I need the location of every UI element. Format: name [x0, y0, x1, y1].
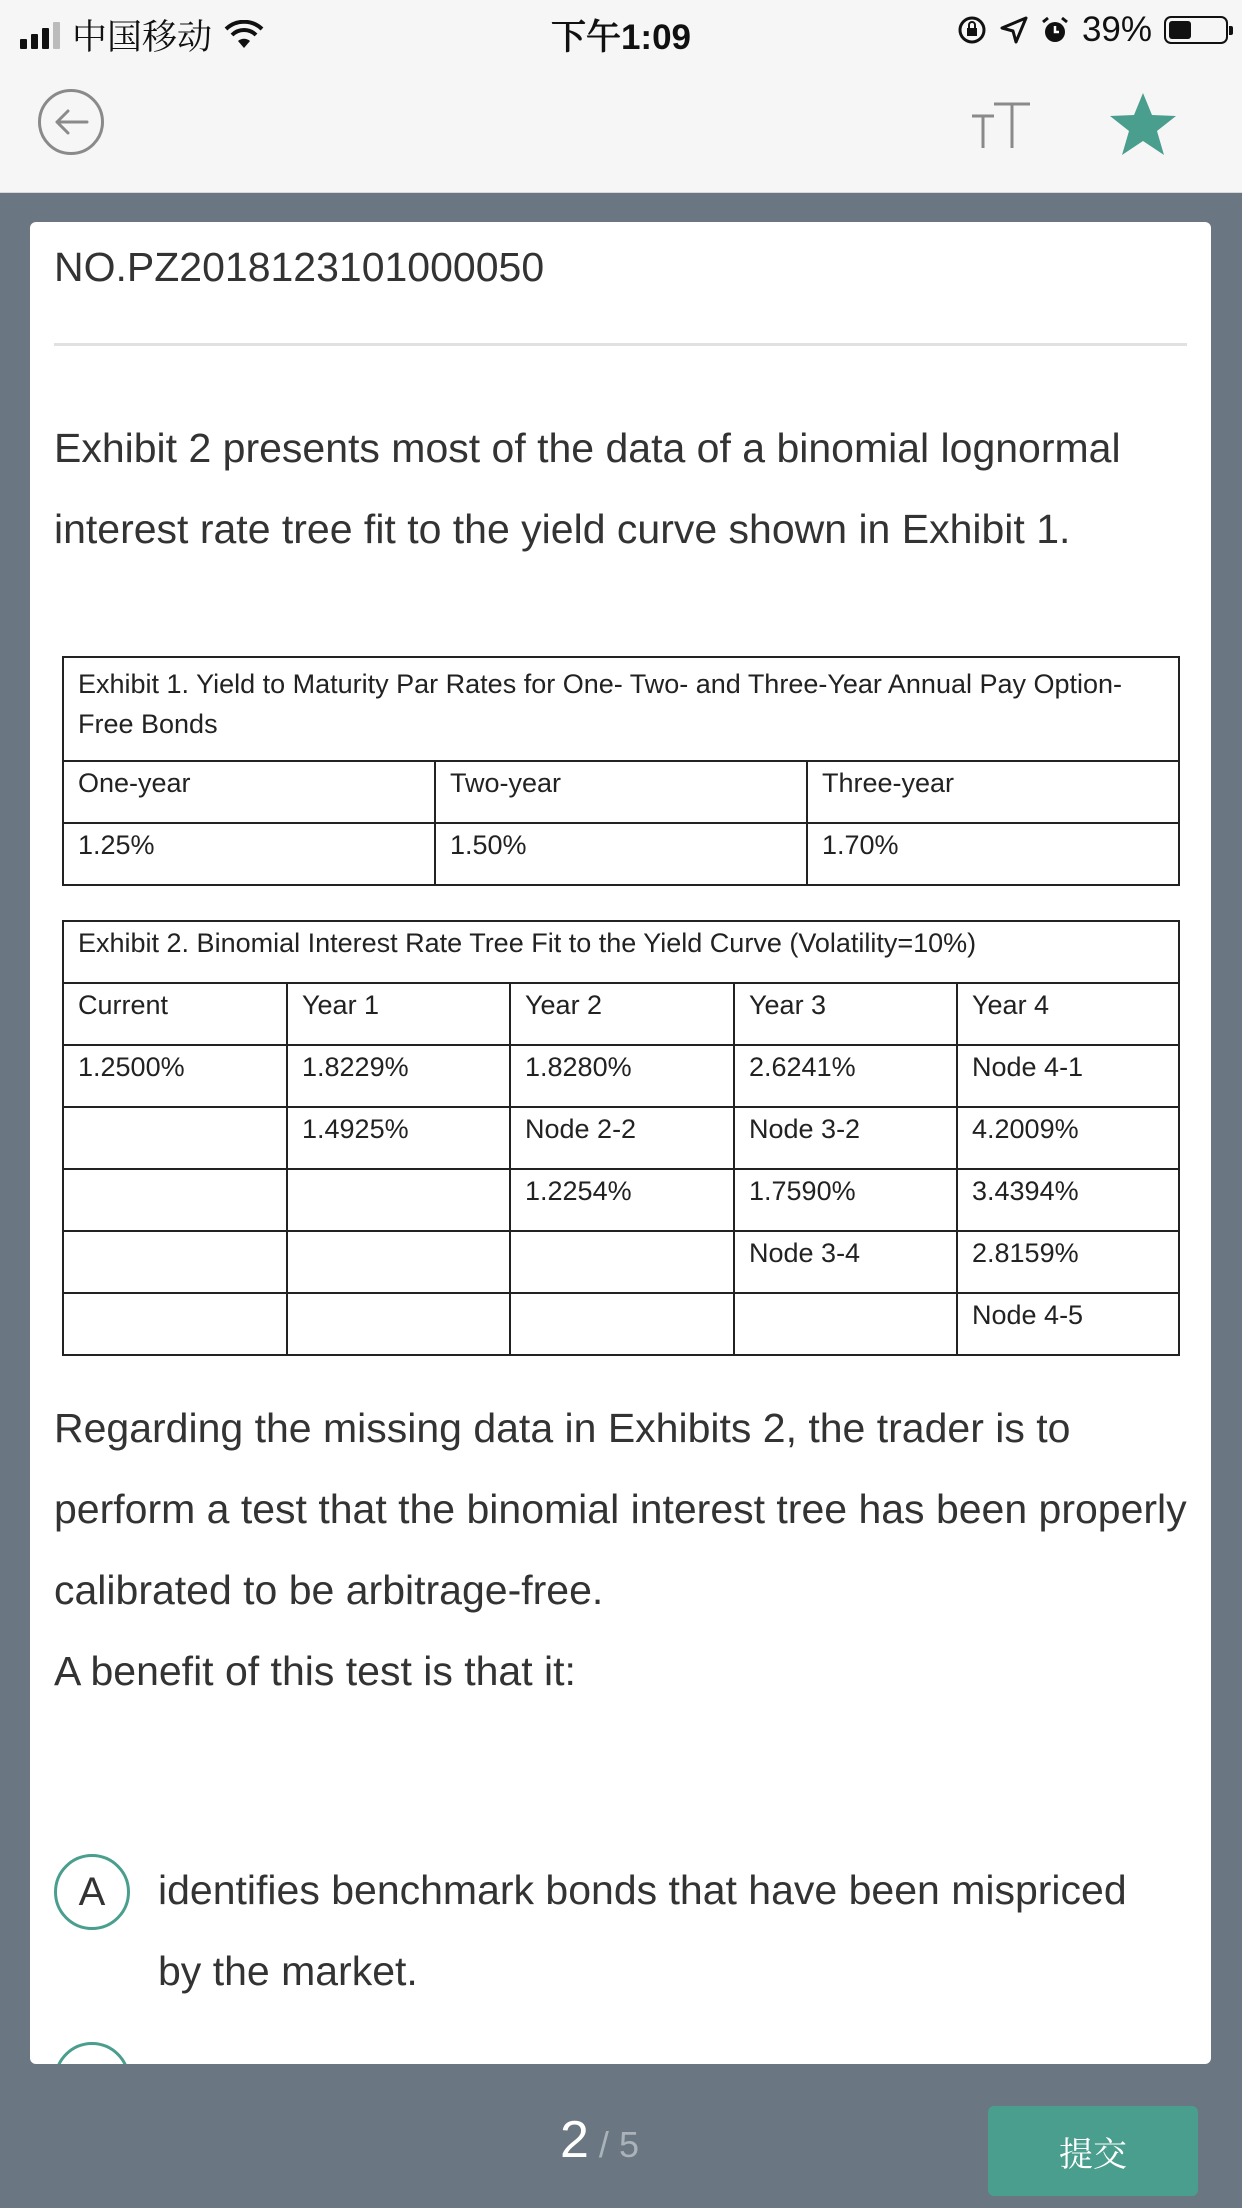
divider	[54, 343, 1187, 346]
pager-separator: /	[598, 2124, 609, 2165]
question-number: NO.PZ2018123101000050	[54, 244, 545, 290]
exhibit-2-cell: 2.6241%	[734, 1045, 957, 1107]
option-letter-circle: A	[54, 1854, 130, 1930]
carrier-label: 中国移动	[72, 18, 213, 57]
question-prompt: A benefit of this test is that it:	[54, 1648, 576, 1694]
exhibit-2-cell: 1.8280%	[510, 1045, 734, 1107]
alarm-icon	[1040, 15, 1070, 45]
exhibit-2-cell: 1.8229%	[287, 1045, 510, 1107]
exhibit-1-header: Two-year	[435, 761, 807, 823]
exhibit-2-cell: Node 4-1	[957, 1045, 1179, 1107]
back-arrow-icon	[53, 107, 89, 137]
exhibit-1-header: One-year	[63, 761, 435, 823]
exhibit-2-cell	[63, 1169, 287, 1231]
exhibit-2-cell	[63, 1293, 287, 1355]
option-text: identifies benchmark bonds that have been mispriced by the market.	[158, 1867, 1127, 1994]
back-button[interactable]	[38, 89, 104, 155]
location-icon	[1000, 16, 1028, 44]
exhibit-2-cell	[287, 1169, 510, 1231]
battery-icon	[1164, 16, 1228, 44]
exhibit-2-cell: Node 4-5	[957, 1293, 1179, 1355]
nav-bar	[0, 62, 1242, 193]
exhibit-1-table	[62, 656, 1180, 886]
status-time: 下午1:09	[550, 18, 692, 57]
exhibit-2-header: Year 3	[734, 983, 957, 1045]
exhibit-2-cell	[287, 1293, 510, 1355]
exhibit-1-title: Exhibit 1. Yield to Maturity Par Rates for One- Two- and Three-Year Annual Pay Option-Free Bonds	[63, 657, 1179, 761]
exhibit-2-cell: 3.4394%	[957, 1169, 1179, 1231]
exhibit-2-cell: 2.8159%	[957, 1231, 1179, 1293]
exhibit-2-cell: 1.2500%	[63, 1045, 287, 1107]
exhibit-2-cell	[63, 1231, 287, 1293]
exhibit-2-header: Year 1	[287, 983, 510, 1045]
exhibit-1-value: 1.50%	[435, 823, 807, 885]
exhibit-2-title: Exhibit 2. Binomial Interest Rate Tree Fit to the Yield Curve (Volatility=10%)	[63, 921, 1179, 983]
exhibit-1-value: 1.70%	[807, 823, 1179, 885]
exhibit-2-cell	[287, 1231, 510, 1293]
pager-total: 5	[618, 2124, 639, 2165]
star-icon[interactable]	[1108, 90, 1178, 160]
status-bar	[0, 0, 1242, 62]
exhibit-2-cell	[510, 1231, 734, 1293]
orientation-lock-icon	[956, 14, 988, 46]
pager-current: 2	[560, 2111, 589, 2169]
exhibit-2-cell: Node 2-2	[510, 1107, 734, 1169]
question-body: Regarding the missing data in Exhibits 2, the trader is to perform a test that the binomial interest tree has been properly calibrated to be arbitrage-free.	[54, 1405, 1187, 1613]
battery-percent: 39%	[1081, 10, 1152, 49]
font-size-icon[interactable]	[968, 92, 1032, 156]
exhibit-2-cell: 1.4925%	[287, 1107, 510, 1169]
pager	[560, 2110, 639, 2170]
exhibit-2-cell: 4.2009%	[957, 1107, 1179, 1169]
exhibit-2-header: Year 2	[510, 983, 734, 1045]
option-b-circle[interactable]	[54, 2042, 130, 2064]
exhibit-2-cell: Node 3-2	[734, 1107, 957, 1169]
exhibit-2-cell	[510, 1293, 734, 1355]
exhibit-1-header: Three-year	[807, 761, 1179, 823]
submit-button[interactable]: 提交	[988, 2106, 1198, 2196]
exhibit-2-cell	[63, 1107, 287, 1169]
exhibit-2-cell: Node 3-4	[734, 1231, 957, 1293]
exhibit-2-cell: 1.2254%	[510, 1169, 734, 1231]
status-right	[956, 10, 1228, 50]
exhibit-2-cell	[734, 1293, 957, 1355]
exhibit-2-header: Year 4	[957, 983, 1179, 1045]
bottom-bar	[0, 2064, 1242, 2208]
exhibit-2-cell: 1.7590%	[734, 1169, 957, 1231]
exhibit-1-value: 1.25%	[63, 823, 435, 885]
exhibit-2-header: Current	[63, 983, 287, 1045]
question-card	[30, 222, 1211, 2064]
exhibit-2-table	[62, 920, 1180, 1356]
question-intro: Exhibit 2 presents most of the data of a binomial lognormal interest rate tree fit to the yield curve shown in Exhibit 1.	[54, 425, 1121, 552]
